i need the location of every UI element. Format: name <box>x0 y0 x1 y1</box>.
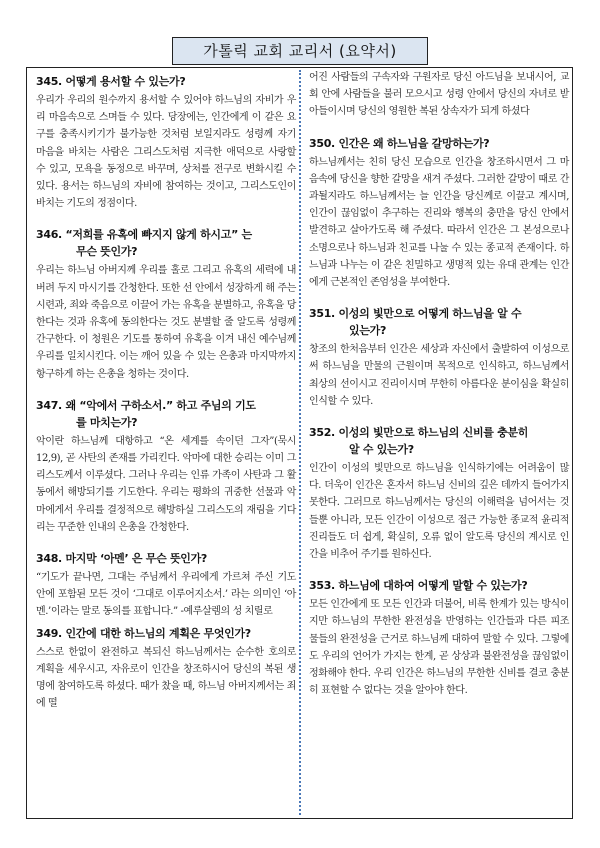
column-divider <box>299 70 301 815</box>
question-350 <box>309 135 569 292</box>
answer-text: 우리는 하느님 아버지께 우리를 홀로 그리고 유혹의 세력에 내버려 두지 마시기를 간청한다. 또한 선 안에서 성장하게 해 주는 시련과, 죄와 죽음으로 이끌어 가는 유혹을 분별하고, 유혹을 당한다는 것과 유혹에 동의한다는 것도 분별할 줄 알도록 성령께 간구한다. 이 청원은 기도를 통하여 유혹을 이겨 내신 예수님께 우리를 일치시킨다. 이는 깨어 있을 수 있는 은총과 마지막까지 항구하게 하는 은총을 청하는 것이다. <box>36 265 296 380</box>
question-heading: 353. 하느님에 대하여 어떻게 말할 수 있는가? <box>309 579 528 593</box>
answer-text: 악이란 하느님께 대항하고 “온 세계를 속이던 그자”(묵시 12,9), 곧 사탄의 존재를 가리킨다. 악마에 대한 승리는 이미 그리스도께서 이루셨다. 그러나 우리는 인류 가족이 사탄과 그 활동에서 해방되기를 기도한다. 우리는 평화의 귀중한 선물과 악마에게서 우리를 결정적으로 해방하실 그리스도의 재림을 기다리는 꾸준한 인내의 은총을 간청한다. <box>36 435 296 533</box>
question-heading: 352. 이성의 빛만으로 하느님의 신비를 충분히 알 수 있는가? <box>309 426 529 457</box>
answer-text: 창조의 한처음부터 인간은 세상과 자신에서 출발하여 이성으로써 하느님을 만물의 근원이며 목적으로 인식하고, 하느님께서 최상의 선이시고 진리이시며 무한히 아름다운 분이심을 확실히 인식할 수 있다. <box>309 344 569 407</box>
question-heading: 348. 마지막 ‘아멘’ 은 무슨 뜻인가? <box>36 552 208 566</box>
question-heading: 350. 인간은 왜 하느님을 갈망하는가? <box>309 136 490 150</box>
question-351 <box>309 305 569 410</box>
question-heading: 351. 이성의 빛만으로 어떻게 하느님을 알 수 있는가? <box>309 307 522 338</box>
question-heading: 349. 인간에 대한 하느님의 계획은 무엇인가? <box>36 626 251 640</box>
answer-text: 모든 인간에게 또 모든 인간과 더불어, 비록 한계가 있는 방식이지만 하느님의 무한한 완전성을 반영하는 인간들과 다른 피조물들의 완전성을 근거로 하느님께 대하여 말할 수 있다. 그렇에도 우리의 언어가 가지는 한계, 곧 상상과 불완전성을 끊임없이 정화해야 한다. 우리 인간은 하느님의 무한한 신비를 결코 충분히 표현할 수 없다는 것을 알아야 한다. <box>309 599 569 697</box>
page-title: 가톨릭 교회 교리서 (요약서) <box>172 37 428 65</box>
answer-text: 하느님께서는 친히 당신 모습으로 인간을 창조하시면서 그 마음속에 당신을 향한 갈망을 새겨 주셨다. 그러한 갈망이 때로 간과될지라도 하느님께서는 늘 인간을 당신께로 이끌고 계시며, 인간이 끊임없이 추구하는 진리와 행복의 충만을 당신 안에서 발견하고 살아가도록 해 주셨다. 따라서 인간은 그 본성으로나 소명으로나 하느님과 친교를 나눌 수 있는 종교적 존재이다. 하느님과 나누는 이 같은 친밀하고 생명적 있는 유대 관계는 인간에게 근본적인 존엄성을 부여한다. <box>309 156 569 289</box>
answer-text: “기도가 끝나면, 그대는 주님께서 우리에게 가르쳐 주신 기도 안에 포함된 모든 것이 ‘그대로 이루어지소서.’ 라는 의미인 ‘아멘.’이라는 말로 동의를 표합니다.” -예루살렘의 성 치릴로 <box>36 572 296 618</box>
answer-text: 스스로 한없이 완전하고 복되신 하느님께서는 순수한 호의로 계획을 세우시고, 자유로이 인간을 창조하시어 당신의 복된 생명에 참여하도록 하셨다. 때가 찼을 때, 하느님 아버지께서는 죄에 떨 <box>36 646 296 710</box>
question-heading: 346. “저희를 유혹에 빠지지 않게 하시고” 는 무슨 뜻인가? <box>36 228 252 259</box>
question-353 <box>309 577 569 699</box>
question-heading: 347. 왜 “악에서 구하소서.” 하고 주님의 기도 를 마치는가? <box>36 398 256 429</box>
question-352 <box>309 424 569 563</box>
question-345 <box>36 73 296 212</box>
answer-text: 우리가 우리의 원수까지 용서할 수 있어야 하느님의 자비가 우리 마음속으로 스며들 수 있다. 당장에는, 인간에게 이 같은 요구를 충족시키기가 불가능한 것처럼 보일지라도 성령께 자기 마음을 바치는 사람은 그리스도처럼 지극한 애덕으로 사랑할 수 있고, 모욕을 동정으로 바꾸며, 상처를 전구로 변화시킬 수 있다. 용서는 하느님의 자비에 참여하는 것이고, 그리스도인이 바치는 기도의 정점이다. <box>36 95 296 210</box>
question-349 <box>36 625 296 713</box>
answer-text: 인간이 이성의 빛만으로 하느님을 인식하기에는 어려움이 많다. 더욱이 인간은 혼자서 하느님 신비의 깊은 데까지 들어가지 못한다. 그러므로 하느님께서는 당신의 이해력을 넘어서는 것들뿐 아니라, 모든 인간이 이성으로 접근 가능한 종교적 윤리적 진리들도 더 쉽게, 확실히, 오류 없이 알도록 당신의 계시로 인간을 비추어 주기를 원하신다. <box>309 463 569 561</box>
question-348 <box>36 550 296 621</box>
question-346 <box>36 226 296 382</box>
left-column <box>36 69 296 712</box>
question-heading: 345. 어떻게 용서할 수 있는가? <box>36 75 186 88</box>
right-column <box>309 69 569 699</box>
answer-text: 어진 사람들의 구속자와 구원자로 당신 아드님을 보내시어, 교회 안에 사람들을 불러 모으시고 성령 안에서 당신의 자녀로 받아들이시며 당신의 영원한 복된 상속자가 되게 하셨다 <box>309 72 569 118</box>
question-347 <box>36 397 296 536</box>
question-349-continued <box>309 69 569 121</box>
